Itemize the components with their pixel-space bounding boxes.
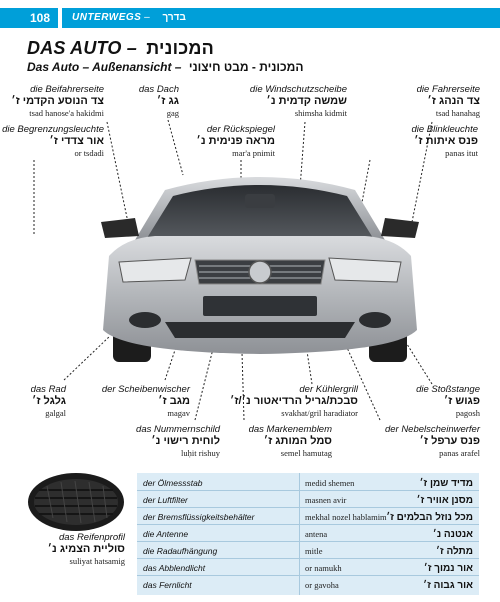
page-number: 108 (0, 8, 58, 28)
label-stossstange: die Stoßstange פגוש ז׳ pagosh (416, 384, 480, 418)
label-fahrerseite: die Fahrerseite צד הנהג ז׳ tsad hanahag (416, 84, 480, 118)
label-nummernschild: das Nummernschild לוחית רישוי נ׳ luḥit rishuy (136, 424, 220, 458)
section-title-he: בדרך (162, 12, 186, 23)
label-dach: das Dach גג ז׳ gag (138, 84, 179, 118)
table-row: der Bremsflüssigkeitsbehälter mekhal nozel hablamim מכל נוזל הבלמים ז׳ (137, 510, 479, 525)
label-nebelscheinwerfer: der Nebelscheinwerfer פנס ערפל ז׳ panas arafel (384, 424, 480, 458)
tire-tread-image (27, 472, 125, 532)
page-title-he: המכונית (146, 38, 215, 58)
car-illustration (95, 160, 425, 370)
header-bar (0, 8, 500, 28)
section-title-de: UNTERWEGS (72, 12, 142, 23)
table-row: der Ölmessstab medid shemen מדיד שמן ז׳ (137, 476, 479, 491)
right-side-mirror (381, 218, 419, 238)
licence-plate (203, 296, 317, 316)
page-subtitle (27, 60, 303, 74)
brand-emblem (249, 261, 271, 283)
label-windschutzscheibe: die Windschutzscheibe שמשה קדמית נ׳ shimsha kidmit (249, 84, 347, 118)
right-headlight (329, 258, 401, 282)
vocabulary-table (137, 473, 479, 595)
label-markenemblem: das Markenemblem סמל המותג ז׳ semel hamutag (248, 424, 332, 458)
left-fog-light (129, 312, 161, 328)
label-blinkleuchte: die Blinkleuchte פנס איתות ז׳ panas itut (411, 124, 478, 158)
label-rueckspiegel: der Rückspiegel מראה פנימית נ׳ mar'a pnimit (196, 124, 275, 158)
lower-intake (165, 322, 355, 338)
left-side-mirror (101, 218, 139, 238)
table-row: das Fernlicht or gavoha אור גבוה ז׳ (143, 580, 473, 591)
page-title (27, 38, 214, 59)
table-row: die Antenne antena אנטנה נ׳ (137, 527, 479, 542)
label-beifahrerseite: die Beifahrerseite צד הנוסע הקדמי ז׳ tsad hanose'a hakidmi (11, 84, 104, 118)
label-kuehlergrill: der Kühlergrill סבכת/גריל הרדיאטור נ׳/ז׳ svakhat/gril haradiator (230, 384, 358, 418)
section-dash: – (144, 12, 153, 23)
label-scheibenwischer: der Scheibenwischer מגב ז׳ magav (101, 384, 190, 418)
rear-view-mirror (245, 194, 275, 208)
label-reifenprofil: das Reifenprofil סוליית הצמיג נ׳ suliyat hatsamig (47, 532, 125, 566)
section-tab (62, 8, 500, 28)
page-subtitle-he: המכונית - מבט חיצוני (188, 60, 304, 74)
page-title-de: DAS AUTO – (27, 38, 138, 58)
page-subtitle-de: Das Auto – Außenansicht – (27, 60, 182, 74)
left-headlight (119, 258, 191, 282)
table-row: die Radaufhängung mitle מתלה ז׳ (137, 544, 479, 559)
table-row: der Luftfilter masnen avir מסנן אוויר ז׳ (137, 493, 479, 508)
right-fog-light (359, 312, 391, 328)
label-begrenzungsleuchte: die Begrenzungsleuchte אור צדדי ז׳ or tsdadi (2, 124, 104, 158)
label-rad: das Rad גלגל ז׳ galgal (30, 384, 66, 418)
table-row: das Abblendlicht or namukh אור נמוך ז׳ (137, 561, 479, 576)
